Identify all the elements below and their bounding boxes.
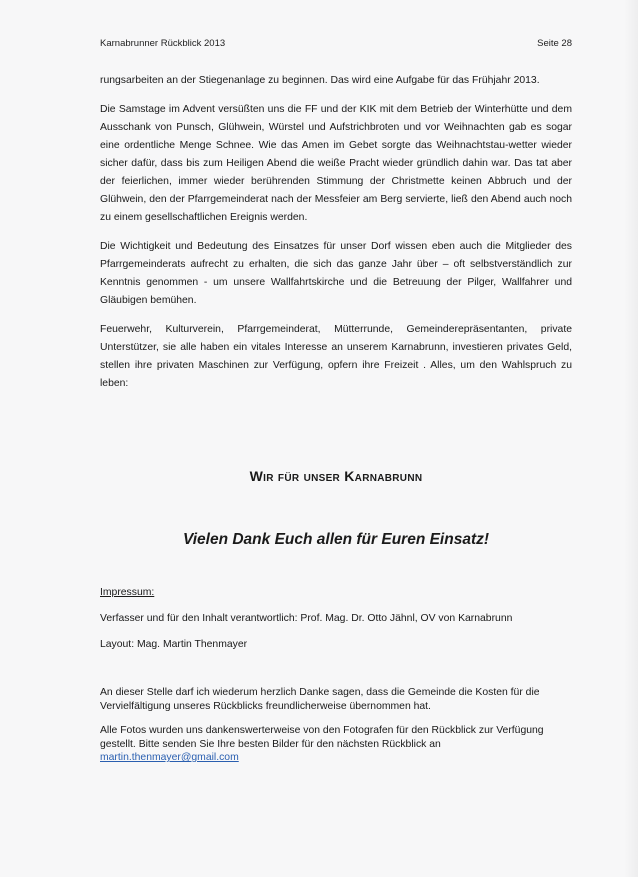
article-body [100, 72, 572, 404]
motto-heading [100, 468, 572, 484]
email-link[interactable]: martin.thenmayer@gmail.com [100, 752, 239, 763]
impressum-section [100, 586, 572, 664]
footer-section [100, 686, 572, 776]
paragraph-3: Die Wichtigkeit und Bedeutung des Einsatzes für unser Dorf wissen eben auch die Mitglieder des Pfarrgemeinderats aufrecht zu erhalten, die sich das ganze Jahr über – oft selbstverständlich zur Kenntnis genommen - um unsere Wallfahrtskirche und die Betreuung der Pilger, Wallfahrer und Gläubigen bemühen. [100, 241, 572, 306]
header-title: Karnabrunner Rückblick 2013 [100, 38, 226, 49]
motto-text: Wir für unser Karnabrunn [249, 468, 423, 484]
paragraph-2: Die Samstage im Advent versüßten uns die FF und der KIK mit dem Betrieb der Winterhütte und dem Ausschank von Punsch, Glühwein, Würstel und Aufstrichbroten und vor Weihnachten gab es sogar eine ordentliche Menge Schnee. Wie das Amen im Gebet sorgte das Weihnachtstau-wetter wieder sicher dafür, dass bis zum Heiligen Abend die weiße Pracht wieder gründlich dahin war. Das tat aber der feierlichen, immer wieder berührenden Stimmung der Christmette keinen Abbruch und der Glühwein, den der Pfarrgemeinderat nach der Messfeier am Berg servierte, ließ den Abend auch noch zu einem gesellschaftlichen Ereignis werden. [100, 104, 572, 223]
thanks-heading: Vielen Dank Euch allen für Euren Einsatz! [182, 531, 490, 548]
impressum-layout: Layout: Mag. Martin Thenmayer [100, 639, 248, 650]
paragraph-4: Feuerwehr, Kulturverein, Pfarrgemeinderat, Mütterrunde, Gemeinderepräsentanten, private Unterstützer, sie alle haben ein vitales Interesse an unserem Karnabrunn, investieren privates Geld, stellen ihre privaten Maschinen zur Verfügung, opfern ihre Freizeit . Alles, um den Wahlspruch zu leben: [100, 324, 572, 389]
scan-edge-shadow [624, 0, 638, 877]
footer-thanks-paragraph: An dieser Stelle darf ich wiederum herzlich Danke sagen, dass die Gemeinde die Kosten für die Vervielfältigung unseres Rückblicks freundlicherweise übernommen hat. [100, 687, 540, 712]
paragraph-1: rungsarbeiten an der Stiegenanlage zu beginnen. Das wird eine Aufgabe für das Frühjahr 2013. [100, 75, 540, 86]
header-page-number: Seite 28 [537, 38, 572, 49]
footer-photos-text: Alle Fotos wurden uns dankenswerterweise von den Fotografen für den Rückblick zur Verfügung gestellt. Bitte senden Sie Ihre besten Bilder für den nächsten Rückblick an [100, 725, 544, 750]
impressum-author: Verfasser und für den Inhalt verantwortlich: Prof. Mag. Dr. Otto Jähnl, OV von Karnabrunn [100, 613, 513, 624]
impressum-heading: Impressum: [100, 587, 155, 598]
footer-photos-paragraph [100, 724, 572, 765]
